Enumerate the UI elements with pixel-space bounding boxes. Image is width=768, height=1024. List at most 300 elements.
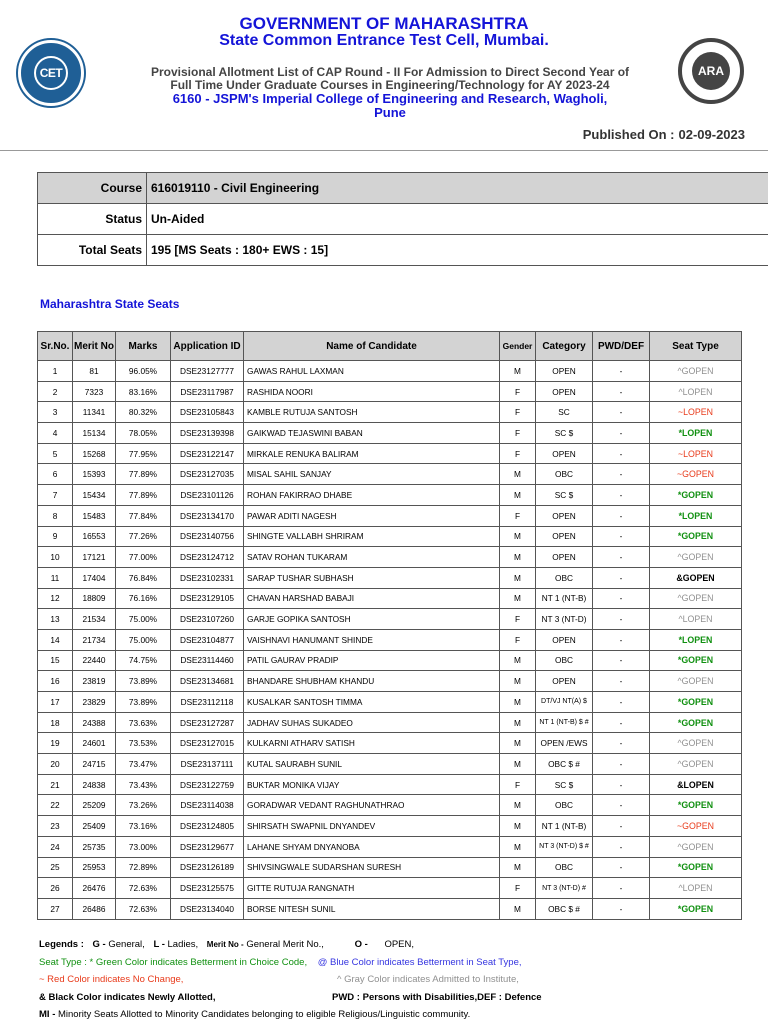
application-id-cell: DSE23124805 <box>171 816 244 837</box>
pwd-def-cell: - <box>593 609 650 630</box>
section-title: Maharashtra State Seats <box>40 297 180 311</box>
ara-logo-text: ARA <box>692 52 730 90</box>
legend-mi-key: MI - <box>39 1009 56 1020</box>
merit-no-cell: 24388 <box>73 712 116 733</box>
sr-no-cell: 22 <box>38 795 73 816</box>
gender-cell: M <box>500 754 536 775</box>
seat-type-cell: ^GOPEN <box>650 361 742 382</box>
legend-g-key: G - <box>92 939 106 950</box>
allotment-table-body <box>38 361 742 920</box>
category-cell: NT 3 (NT-D) <box>536 609 593 630</box>
marks-cell: 77.95% <box>116 443 171 464</box>
category-cell: NT 1 (NT-B) $ # <box>536 712 593 733</box>
sr-no-cell: 6 <box>38 464 73 485</box>
legends-label: Legends : <box>39 939 84 950</box>
candidate-name-cell: KAMBLE RUTUJA SANTOSH <box>244 402 500 423</box>
candidate-name-cell: KUSALKAR SANTOSH TIMMA <box>244 692 500 713</box>
pwd-def-cell: - <box>593 898 650 919</box>
application-id-cell: DSE23129105 <box>171 588 244 609</box>
candidate-name-cell: SATAV ROHAN TUKARAM <box>244 547 500 568</box>
gender-cell: F <box>500 629 536 650</box>
marks-cell: 72.89% <box>116 857 171 878</box>
merit-no-cell: 18809 <box>73 588 116 609</box>
marks-cell: 96.05% <box>116 361 171 382</box>
table-row <box>38 898 742 919</box>
gender-cell: M <box>500 650 536 671</box>
legend-green: Seat Type : * Green Color indicates Betterment in Choice Code, <box>39 956 308 968</box>
pwd-def-cell: - <box>593 402 650 423</box>
seat-type-cell: *LOPEN <box>650 629 742 650</box>
legend-line-5 <box>39 1006 739 1024</box>
application-id-cell: DSE23134170 <box>171 505 244 526</box>
seat-type-cell: &LOPEN <box>650 774 742 795</box>
category-cell: SC <box>536 402 593 423</box>
category-cell: DT/VJ NT(A) $ <box>536 692 593 713</box>
legend-mi-text: Minority Seats Allotted to Minority Candidates belonging to eligible Religious/Linguistic community. <box>58 1009 471 1020</box>
category-cell: OPEN <box>536 547 593 568</box>
subtitle-line-2: Full Time Under Graduate Courses in Engineering/Technology for AY 2023-24 <box>170 78 610 92</box>
category-cell: OBC <box>536 857 593 878</box>
seat-type-cell: *GOPEN <box>650 857 742 878</box>
marks-cell: 73.47% <box>116 754 171 775</box>
category-cell: OPEN <box>536 671 593 692</box>
application-id-cell: DSE23107260 <box>171 609 244 630</box>
table-row <box>38 816 742 837</box>
status-value: Un-Aided <box>147 204 768 235</box>
header-divider <box>0 150 768 151</box>
candidate-name-cell: VAISHNAVI HANUMANT SHINDE <box>244 629 500 650</box>
col-pwd-def: PWD/DEF <box>593 332 650 361</box>
application-id-cell: DSE23127015 <box>171 733 244 754</box>
legend-pwd: PWD : Persons with Disabilities,DEF : Defence <box>332 991 542 1003</box>
pwd-def-cell: - <box>593 361 650 382</box>
government-title: GOVERNMENT OF MAHARASHTRA <box>239 14 529 33</box>
merit-no-cell: 25209 <box>73 795 116 816</box>
gender-cell: F <box>500 609 536 630</box>
legend-o-value: OPEN, <box>384 939 414 950</box>
pwd-def-cell: - <box>593 443 650 464</box>
sr-no-cell: 4 <box>38 423 73 444</box>
merit-no-cell: 24715 <box>73 754 116 775</box>
sr-no-cell: 13 <box>38 609 73 630</box>
pwd-def-cell: - <box>593 505 650 526</box>
seat-type-cell: ^GOPEN <box>650 733 742 754</box>
seat-type-cell: ~LOPEN <box>650 443 742 464</box>
category-cell: OBC $ # <box>536 898 593 919</box>
table-row <box>38 857 742 878</box>
sr-no-cell: 10 <box>38 547 73 568</box>
gender-cell: M <box>500 526 536 547</box>
seat-type-cell: ~GOPEN <box>650 816 742 837</box>
gender-cell: M <box>500 361 536 382</box>
sr-no-cell: 16 <box>38 671 73 692</box>
application-id-cell: DSE23127287 <box>171 712 244 733</box>
table-row <box>38 650 742 671</box>
gender-cell: M <box>500 547 536 568</box>
merit-no-cell: 25735 <box>73 836 116 857</box>
application-id-cell: DSE23126189 <box>171 857 244 878</box>
gender-cell: F <box>500 402 536 423</box>
marks-cell: 77.89% <box>116 464 171 485</box>
seat-type-cell: ^LOPEN <box>650 609 742 630</box>
sr-no-cell: 1 <box>38 361 73 382</box>
candidate-name-cell: MIRKALE RENUKA BALIRAM <box>244 443 500 464</box>
sr-no-cell: 11 <box>38 567 73 588</box>
table-row <box>38 505 742 526</box>
application-id-cell: DSE23114460 <box>171 650 244 671</box>
merit-no-cell: 16553 <box>73 526 116 547</box>
category-cell: OPEN /EWS <box>536 733 593 754</box>
candidate-name-cell: GARJE GOPIKA SANTOSH <box>244 609 500 630</box>
sr-no-cell: 18 <box>38 712 73 733</box>
candidate-name-cell: SHIVSINGWALE SUDARSHAN SURESH <box>244 857 500 878</box>
col-gender: Gender <box>500 332 536 361</box>
table-row <box>38 464 742 485</box>
seat-type-cell: ^GOPEN <box>650 547 742 568</box>
merit-no-cell: 24838 <box>73 774 116 795</box>
application-id-cell: DSE23137111 <box>171 754 244 775</box>
table-row <box>38 547 742 568</box>
seat-type-cell: ^GOPEN <box>650 588 742 609</box>
category-cell: SC $ <box>536 423 593 444</box>
marks-cell: 73.00% <box>116 836 171 857</box>
application-id-cell: DSE23127035 <box>171 464 244 485</box>
marks-cell: 73.26% <box>116 795 171 816</box>
application-id-cell: DSE23104877 <box>171 629 244 650</box>
seat-type-cell: *GOPEN <box>650 692 742 713</box>
sr-no-cell: 19 <box>38 733 73 754</box>
published-on <box>579 127 745 142</box>
legend-line-1 <box>39 936 739 954</box>
gender-cell: M <box>500 692 536 713</box>
total-seats-label: Total Seats <box>38 235 147 266</box>
table-row <box>38 526 742 547</box>
gender-cell: M <box>500 485 536 506</box>
table-row <box>38 774 742 795</box>
sr-no-cell: 9 <box>38 526 73 547</box>
sr-no-cell: 27 <box>38 898 73 919</box>
gender-cell: F <box>500 443 536 464</box>
marks-cell: 74.75% <box>116 650 171 671</box>
table-row <box>38 402 742 423</box>
pwd-def-cell: - <box>593 464 650 485</box>
sr-no-cell: 3 <box>38 402 73 423</box>
sr-no-cell: 25 <box>38 857 73 878</box>
application-id-cell: DSE23127777 <box>171 361 244 382</box>
category-cell: OPEN <box>536 505 593 526</box>
candidate-name-cell: BHANDARE SHUBHAM KHANDU <box>244 671 500 692</box>
legend-gray: ^ Gray Color indicates Admitted to Institute, <box>337 974 519 985</box>
gender-cell: F <box>500 505 536 526</box>
status-row <box>38 204 768 235</box>
merit-no-cell: 21734 <box>73 629 116 650</box>
subtitle-line-1: Provisional Allotment List of CAP Round - II For Admission to Direct Second Year of <box>150 65 630 79</box>
pwd-def-cell: - <box>593 712 650 733</box>
pwd-def-cell: - <box>593 774 650 795</box>
table-row <box>38 671 742 692</box>
pwd-def-cell: - <box>593 816 650 837</box>
marks-cell: 73.63% <box>116 712 171 733</box>
pwd-def-cell: - <box>593 671 650 692</box>
marks-cell: 83.16% <box>116 381 171 402</box>
application-id-cell: DSE23134040 <box>171 898 244 919</box>
sr-no-cell: 17 <box>38 692 73 713</box>
legend-o-key: O - <box>354 939 368 950</box>
candidate-name-cell: PAWAR ADITI NAGESH <box>244 505 500 526</box>
candidate-name-cell: GITTE RUTUJA RANGNATH <box>244 878 500 899</box>
candidate-name-cell: CHAVAN HARSHAD BABAJI <box>244 588 500 609</box>
col-merit-no: Merit No <box>73 332 116 361</box>
table-row <box>38 754 742 775</box>
sr-no-cell: 14 <box>38 629 73 650</box>
marks-cell: 73.89% <box>116 671 171 692</box>
category-cell: NT 1 (NT-B) <box>536 588 593 609</box>
candidate-name-cell: SARAP TUSHAR SUBHASH <box>244 567 500 588</box>
application-id-cell: DSE23117987 <box>171 381 244 402</box>
seat-type-cell: ^LOPEN <box>650 381 742 402</box>
category-cell: OBC <box>536 650 593 671</box>
table-row <box>38 692 742 713</box>
seat-type-cell: *GOPEN <box>650 526 742 547</box>
legend-line-3 <box>39 971 739 989</box>
college-name <box>125 92 655 120</box>
category-cell: SC $ <box>536 774 593 795</box>
table-row <box>38 423 742 444</box>
status-label: Status <box>38 204 147 235</box>
pwd-def-cell: - <box>593 423 650 444</box>
marks-cell: 76.84% <box>116 567 171 588</box>
seat-type-cell: &GOPEN <box>650 567 742 588</box>
category-cell: SC $ <box>536 485 593 506</box>
application-id-cell: DSE23125575 <box>171 878 244 899</box>
seat-type-cell: ^GOPEN <box>650 836 742 857</box>
marks-cell: 75.00% <box>116 629 171 650</box>
marks-cell: 72.63% <box>116 898 171 919</box>
seat-type-cell: *LOPEN <box>650 505 742 526</box>
legend-blue: @ Blue Color indicates Betterment in Seat Type, <box>317 956 522 968</box>
category-cell: OPEN <box>536 361 593 382</box>
category-cell: OBC <box>536 464 593 485</box>
sr-no-cell: 26 <box>38 878 73 899</box>
marks-cell: 77.89% <box>116 485 171 506</box>
legend-merit-key: Merit No - <box>206 940 244 949</box>
pwd-def-cell: - <box>593 547 650 568</box>
table-row <box>38 443 742 464</box>
legend-l-key: L - <box>153 939 165 950</box>
merit-no-cell: 21534 <box>73 609 116 630</box>
table-row <box>38 629 742 650</box>
pwd-def-cell: - <box>593 588 650 609</box>
merit-no-cell: 15134 <box>73 423 116 444</box>
table-row <box>38 588 742 609</box>
total-seats-value: 195 [MS Seats : 180+ EWS : 15] <box>147 235 768 266</box>
candidate-name-cell: GAIKWAD TEJASWINI BABAN <box>244 423 500 444</box>
gender-cell: M <box>500 836 536 857</box>
marks-cell: 76.16% <box>116 588 171 609</box>
candidate-name-cell: KULKARNI ATHARV SATISH <box>244 733 500 754</box>
pwd-def-cell: - <box>593 754 650 775</box>
legend-black: & Black Color indicates Newly Allotted, <box>39 991 216 1003</box>
seat-type-cell: *GOPEN <box>650 712 742 733</box>
allotment-table <box>37 331 742 920</box>
seat-type-cell: ^LOPEN <box>650 878 742 899</box>
category-cell: OBC $ # <box>536 754 593 775</box>
course-label: Course <box>38 173 147 204</box>
legend-red: ~ Red Color indicates No Change, <box>39 974 184 985</box>
seat-type-cell: *GOPEN <box>650 650 742 671</box>
gender-cell: F <box>500 878 536 899</box>
merit-no-cell: 25953 <box>73 857 116 878</box>
gender-cell: M <box>500 588 536 609</box>
table-row <box>38 567 742 588</box>
merit-no-cell: 15393 <box>73 464 116 485</box>
allotment-subtitle <box>125 66 655 92</box>
table-row <box>38 361 742 382</box>
gender-cell: M <box>500 567 536 588</box>
sr-no-cell: 20 <box>38 754 73 775</box>
marks-cell: 80.32% <box>116 402 171 423</box>
merit-no-cell: 15483 <box>73 505 116 526</box>
marks-cell: 77.84% <box>116 505 171 526</box>
col-category: Category <box>536 332 593 361</box>
gender-cell: M <box>500 712 536 733</box>
pwd-def-cell: - <box>593 526 650 547</box>
col-marks: Marks <box>116 332 171 361</box>
candidate-name-cell: SHINGTE VALLABH SHRIRAM <box>244 526 500 547</box>
marks-cell: 73.43% <box>116 774 171 795</box>
gender-cell: F <box>500 381 536 402</box>
page-header <box>0 0 768 150</box>
col-candidate-name: Name of Candidate <box>244 332 500 361</box>
gender-cell: M <box>500 816 536 837</box>
table-row <box>38 381 742 402</box>
pwd-def-cell: - <box>593 485 650 506</box>
category-cell: OPEN <box>536 629 593 650</box>
application-id-cell: DSE23124712 <box>171 547 244 568</box>
category-cell: NT 3 (NT-D) # <box>536 878 593 899</box>
legend-line-4 <box>39 989 739 1007</box>
published-date: 02-09-2023 <box>678 127 745 142</box>
candidate-name-cell: JADHAV SUHAS SUKADEO <box>244 712 500 733</box>
merit-no-cell: 25409 <box>73 816 116 837</box>
table-row <box>38 836 742 857</box>
table-row <box>38 712 742 733</box>
marks-cell: 73.16% <box>116 816 171 837</box>
merit-no-cell: 15268 <box>73 443 116 464</box>
candidate-name-cell: LAHANE SHYAM DNYANOBA <box>244 836 500 857</box>
seat-type-cell: ^GOPEN <box>650 671 742 692</box>
table-header-row <box>38 332 742 361</box>
gender-cell: F <box>500 423 536 444</box>
pwd-def-cell: - <box>593 878 650 899</box>
candidate-name-cell: ROHAN FAKIRRAO DHABE <box>244 485 500 506</box>
pwd-def-cell: - <box>593 692 650 713</box>
table-row <box>38 795 742 816</box>
merit-no-cell: 15434 <box>73 485 116 506</box>
course-info-table <box>37 172 768 266</box>
candidate-name-cell: MISAL SAHIL SANJAY <box>244 464 500 485</box>
col-seat-type: Seat Type <box>650 332 742 361</box>
ara-logo <box>678 38 744 104</box>
category-cell: OPEN <box>536 526 593 547</box>
pwd-def-cell: - <box>593 650 650 671</box>
gender-cell: M <box>500 795 536 816</box>
application-id-cell: DSE23129677 <box>171 836 244 857</box>
legend <box>39 936 739 1024</box>
merit-no-cell: 24601 <box>73 733 116 754</box>
sr-no-cell: 8 <box>38 505 73 526</box>
marks-cell: 77.26% <box>116 526 171 547</box>
col-sr-no: Sr.No. <box>38 332 73 361</box>
application-id-cell: DSE23122759 <box>171 774 244 795</box>
merit-no-cell: 17121 <box>73 547 116 568</box>
sr-no-cell: 5 <box>38 443 73 464</box>
pwd-def-cell: - <box>593 381 650 402</box>
application-id-cell: DSE23114038 <box>171 795 244 816</box>
merit-no-cell: 23819 <box>73 671 116 692</box>
application-id-cell: DSE23140756 <box>171 526 244 547</box>
sr-no-cell: 21 <box>38 774 73 795</box>
pwd-def-cell: - <box>593 629 650 650</box>
application-id-cell: DSE23122147 <box>171 443 244 464</box>
college-line-1: 6160 - JSPM's Imperial College of Engineering and Research, Wagholi, <box>172 91 608 106</box>
merit-no-cell: 17404 <box>73 567 116 588</box>
seat-type-cell: *GOPEN <box>650 898 742 919</box>
legend-merit-value: General Merit No., <box>246 939 324 950</box>
gender-cell: F <box>500 774 536 795</box>
application-id-cell: DSE23102331 <box>171 567 244 588</box>
cet-logo-text: CET <box>34 56 68 90</box>
legend-line-2 <box>39 954 739 972</box>
pwd-def-cell: - <box>593 733 650 754</box>
merit-no-cell: 26476 <box>73 878 116 899</box>
sr-no-cell: 2 <box>38 381 73 402</box>
seat-type-cell: *LOPEN <box>650 423 742 444</box>
marks-cell: 75.00% <box>116 609 171 630</box>
category-cell: NT 1 (NT-B) <box>536 816 593 837</box>
gender-cell: M <box>500 733 536 754</box>
college-line-2: Pune <box>374 105 406 120</box>
seat-type-cell: *GOPEN <box>650 485 742 506</box>
candidate-name-cell: GORADWAR VEDANT RAGHUNATHRAO <box>244 795 500 816</box>
sr-no-cell: 7 <box>38 485 73 506</box>
merit-no-cell: 26486 <box>73 898 116 919</box>
table-row <box>38 878 742 899</box>
seat-type-cell: ~GOPEN <box>650 464 742 485</box>
sr-no-cell: 23 <box>38 816 73 837</box>
published-label: Published On : <box>582 127 675 142</box>
course-row <box>38 173 768 204</box>
merit-no-cell: 81 <box>73 361 116 382</box>
application-id-cell: DSE23101126 <box>171 485 244 506</box>
category-cell: OPEN <box>536 443 593 464</box>
gender-cell: M <box>500 671 536 692</box>
merit-no-cell: 22440 <box>73 650 116 671</box>
gender-cell: M <box>500 464 536 485</box>
pwd-def-cell: - <box>593 567 650 588</box>
sr-no-cell: 12 <box>38 588 73 609</box>
cell-title: State Common Entrance Test Cell, Mumbai. <box>219 32 549 49</box>
candidate-name-cell: KUTAL SAURABH SUNIL <box>244 754 500 775</box>
application-id-cell: DSE23112118 <box>171 692 244 713</box>
sr-no-cell: 24 <box>38 836 73 857</box>
application-id-cell: DSE23134681 <box>171 671 244 692</box>
category-cell: OBC <box>536 795 593 816</box>
seat-type-cell: ~LOPEN <box>650 402 742 423</box>
sr-no-cell: 15 <box>38 650 73 671</box>
application-id-cell: DSE23105843 <box>171 402 244 423</box>
category-cell: OPEN <box>536 381 593 402</box>
